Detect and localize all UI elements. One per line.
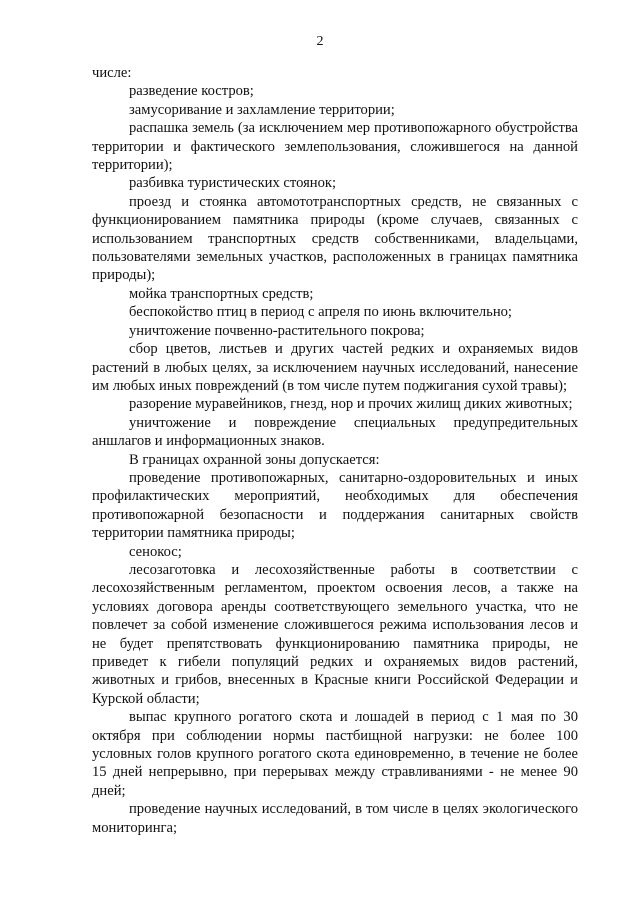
list-item: беспокойство птиц в период с апреля по июнь включительно; [129, 304, 512, 321]
list-item: замусоривание и захламление территории; [129, 101, 395, 118]
list-item: выпас крупного рогатого скота и лошадей в период с 1 мая по 30 октября при соблюдении нормы пастбищной нагрузки: не более 100 условных голов крупного рогатого скота единовременно, в течение не более 15 дней непрерывно, при перерывах между стравливаниями - не менее 90 дней; [92, 709, 578, 799]
document-body [92, 64, 578, 837]
list-item: разбивка туристических стоянок; [129, 175, 337, 192]
list-item: уничтожение и повреждение специальных предупредительных аншлагов и информационных знаков. [92, 414, 578, 450]
list-item: мойка транспортных средств; [129, 285, 314, 302]
list-item: уничтожение почвенно-растительного покрова; [129, 322, 425, 339]
list-item: распашка земель (за исключением мер противопожарного обустройства территории и фактического землепользования, сложившегося на данной территории); [92, 120, 578, 174]
list-item: проведение противопожарных, санитарно-оздоровительных и иных профилактических мероприятий, необходимых для обеспечения противопожарной безопасности и поддержания санитарных свойств территории памятника природы; [92, 469, 578, 542]
section-heading: В границах охранной зоны допускается: [129, 451, 380, 468]
list-item: лесозаготовка и лесохозяйственные работы в соответствии с лесохозяйственным регламентом, проектом освоения лесов, а также на условиях договора аренды соответствующего земельного участка, что не повлечет за собой изменение сложившегося режима использования лесов и не будет препятствовать функционированию памятника природы, не приведет к гибели популяций редких и охраняемых видов растений, животных и грибов, внесенных в Красные книги Российской Федерации и Курской области; [92, 561, 578, 707]
list-item: сенокос; [129, 543, 182, 560]
page-number: 2 [316, 34, 324, 49]
paragraph-continuation: числе: [92, 65, 132, 81]
list-item: разведение костров; [129, 83, 254, 100]
list-item: проведение научных исследований, в том числе в целях экологического мониторинга; [92, 801, 578, 836]
list-item: разорение муравейников, гнезд, нор и прочих жилищ диких животных; [129, 396, 573, 413]
list-item: проезд и стоянка автомототранспортных средств, не связанных с функционированием памятника природы (кроме случаев, связанных с использованием транспортных средств собственниками, владельцами, пользователями земельных участков, расположенных в границах памятника природы); [92, 193, 578, 284]
list-item: сбор цветов, листьев и других частей редких и охраняемых видов растений в любых целях, за исключением научных исследований, нанесение им любых иных повреждений (в том числе путем поджигания сухой травы); [92, 341, 578, 394]
